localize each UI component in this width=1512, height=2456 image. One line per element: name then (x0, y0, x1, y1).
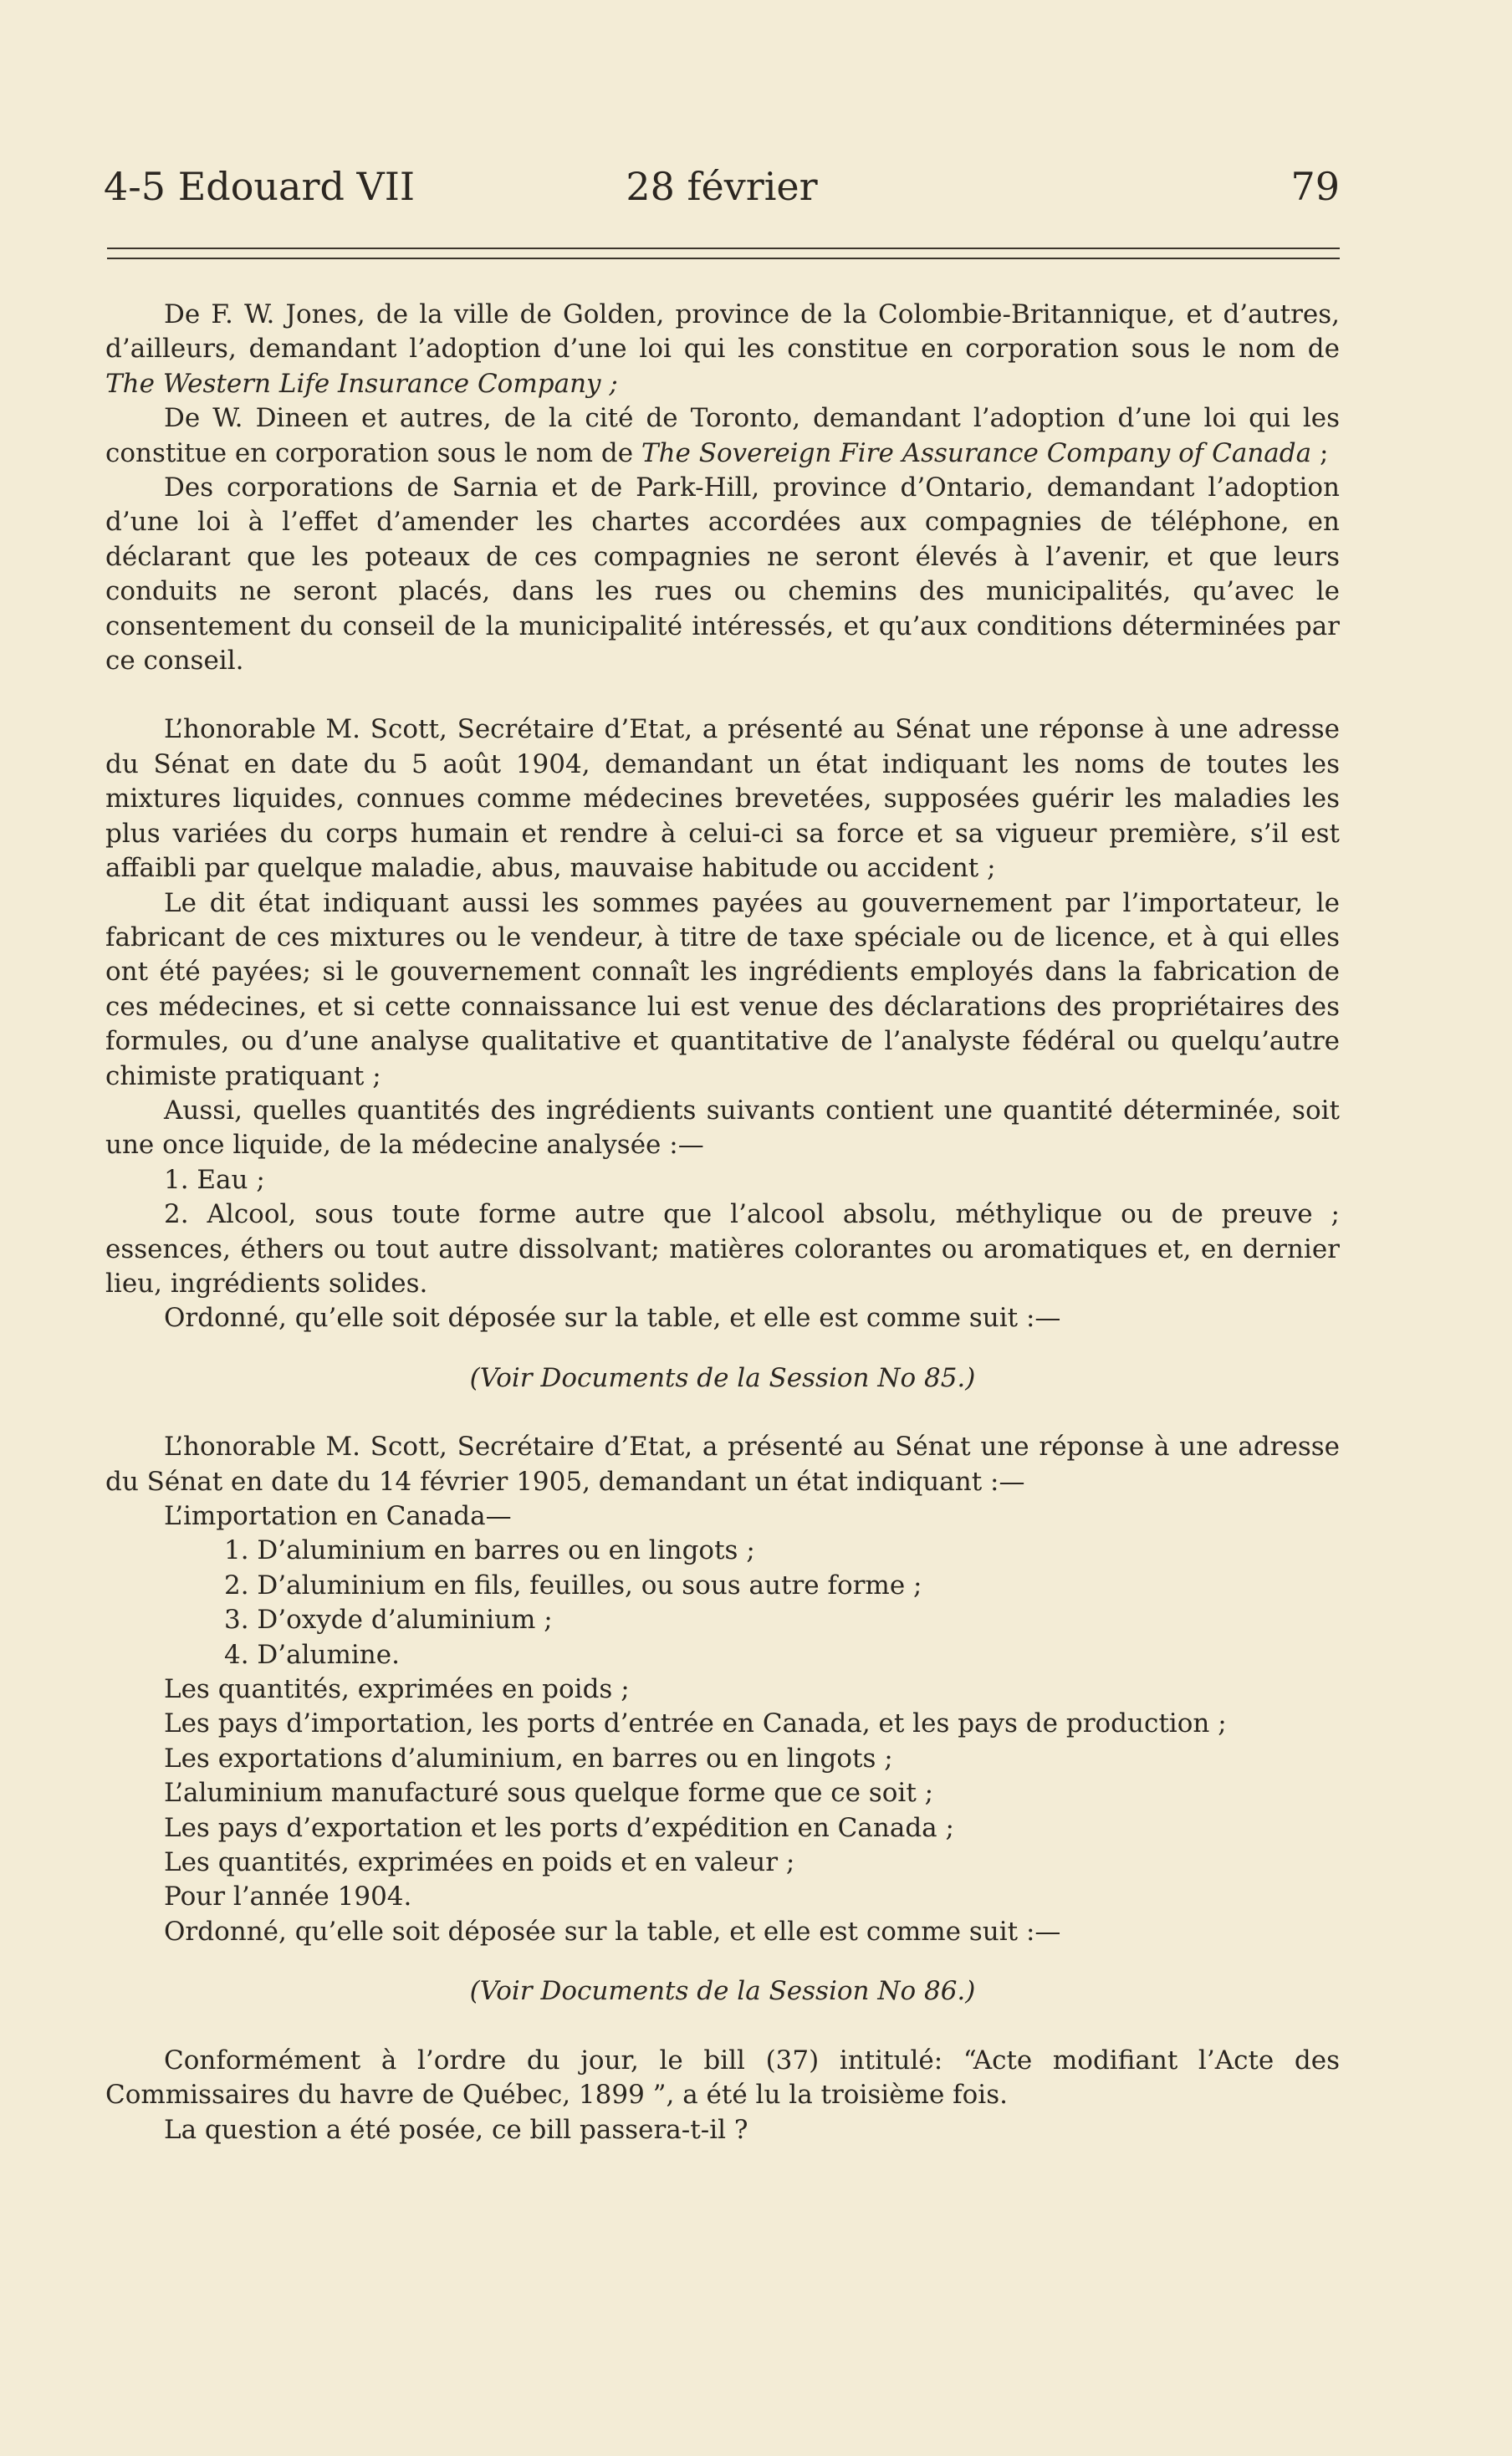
bill-third-reading: Conformément à l’ordre du jour, le bill (37) intitulé: “Acte modifiant l’Acte des Commissaires du havre de Québec, 1899 ”, a été lu la troisième fois. (105, 2045, 1340, 2111)
section-gap (105, 1949, 1340, 1974)
section-gap (105, 1396, 1340, 1430)
company-name: The Western Life Insurance Company ; (105, 368, 618, 399)
return-85-paragraph: Le dit état indiquant aussi les sommes payées au gouvernement par l’importateur, le fabricant de ces mixtures ou le vendeur, à titre de taxe spéciale ou de licence, et à qui elles ont été payées; si le gouvernement connaît les ingrédients employés dans la fabrication de ces médecines, et si cette connaissance lui est venue des déclarations des propriétaires des formules, ou d’une analyse qualitative et quantitative de l’analyste fédéral ou quelqu’autre chimiste pratiquant ; (105, 887, 1340, 1091)
sessional-paper-reference: (Voir Documents de la Session No 86.) (469, 1976, 976, 2007)
return-86-line: Les quantités, exprimées en poids et en valeur ; (164, 1847, 795, 1878)
company-name: The Sovereign Fire Assurance Company of Canada (641, 437, 1312, 468)
sessional-paper-reference: (Voir Documents de la Session No 85.) (469, 1362, 976, 1393)
petition-jones: De F. W. Jones, de la ville de Golden, province de la Colombie-Britannique, et d’autres, d’ailleurs, demandant l’adoption d’une loi qui les constitue en corporation sous le nom de The Western Life Insurance Company ; (105, 299, 1340, 399)
return-86-item: 4. D’alumine. (224, 1639, 400, 1670)
return-86-paragraph: L’honorable M. Scott, Secrétaire d’Etat, a présenté au Sénat une réponse à une adresse du Sénat en date du 14 février 1905, demandant un état indiquant :— (105, 1432, 1340, 1497)
return-86-line: Les pays d’importation, les ports d’entrée en Canada, et les pays de production ; (164, 1708, 1227, 1739)
section-gap (105, 2009, 1340, 2044)
petition-dineen: De W. Dineen et autres, de la cité de Toronto, demandant l’adoption d’une loi qui les constitue en corporation sous le nom de The Sovereign Fire Assurance Company of Canada ; (105, 403, 1340, 468)
running-header (104, 164, 1340, 222)
section-gap (105, 1336, 1340, 1361)
return-86-line: Pour l’année 1904. (164, 1882, 412, 1912)
return-86-item: 2. D’aluminium en fils, feuilles, ou sous autre forme ; (224, 1570, 922, 1601)
return-86-line: Les exportations d’aluminium, en barres ou en lingots ; (164, 1743, 893, 1774)
return-86-item: 1. D’aluminium en barres ou en lingots ; (224, 1535, 755, 1566)
return-86-line: Les pays d’exportation et les ports d’expédition en Canada ; (164, 1812, 954, 1843)
return-85-item: 1. Eau ; (164, 1164, 265, 1195)
section-gap (105, 678, 1340, 712)
page-body (105, 298, 1340, 2147)
return-85-paragraph: Aussi, quelles quantités des ingrédients suivants contient une quantité déterminée, soit une once liquide, de la médecine analysée :— (105, 1095, 1340, 1161)
return-86-intro: L’importation en Canada— (164, 1501, 512, 1531)
header-regnal-year: 4-5 Edouard VII (104, 164, 416, 209)
header-rule-bottom (107, 258, 1340, 259)
header-rule-top (107, 248, 1340, 249)
bill-question: La question a été posée, ce bill passera-t-il ? (164, 2114, 748, 2145)
return-86-ordered: Ordonné, qu’elle soit déposée sur la table, et elle est comme suit :— (164, 1916, 1061, 1947)
page-number: 79 (1290, 164, 1340, 209)
return-85-paragraph: L’honorable M. Scott, Secrétaire d’Etat, a présenté au Sénat une réponse à une adresse du Sénat en date du 5 août 1904, demandant un état indiquant les noms de toutes les mixtures liquides, connues comme médecines brevetées, supposées guérir les maladies les plus variées du corps humain et rendre à celui-ci sa force et sa vigueur première, s’il est affaibli par quelque maladie, abus, mauvaise habitude ou accident ; (105, 714, 1340, 884)
return-85-ordered: Ordonné, qu’elle soit déposée sur la table, et elle est comme suit :— (164, 1303, 1061, 1334)
return-86-line: L’aluminium manufacturé sous quelque forme que ce soit ; (164, 1778, 934, 1809)
petition-sarnia: Des corporations de Sarnia et de Park-Hill, province d’Ontario, demandant l’adoption d’une loi à l’effet d’amender les chartes accordées aux compagnies de téléphone, en déclarant que les poteaux de ces compagnies ne seront élevés à l’avenir, et que leurs conduits ne seront placés, dans les rues ou chemins des municipalités, qu’avec le consentement du conseil de la municipalité intéressés, et qu’aux conditions déterminées par ce conseil. (105, 472, 1340, 677)
header-date: 28 février (626, 164, 818, 209)
return-86-line: Les quantités, exprimées en poids ; (164, 1674, 630, 1705)
return-86-item: 3. D’oxyde d’aluminium ; (224, 1605, 553, 1636)
return-85-item: 2. Alcool, sous toute forme autre que l’alcool absolu, méthylique ou de preuve ; essences, éthers ou tout autre dissolvant; matières colorantes ou aromatiques et, en dernier lieu, ingrédients solides. (105, 1199, 1340, 1299)
